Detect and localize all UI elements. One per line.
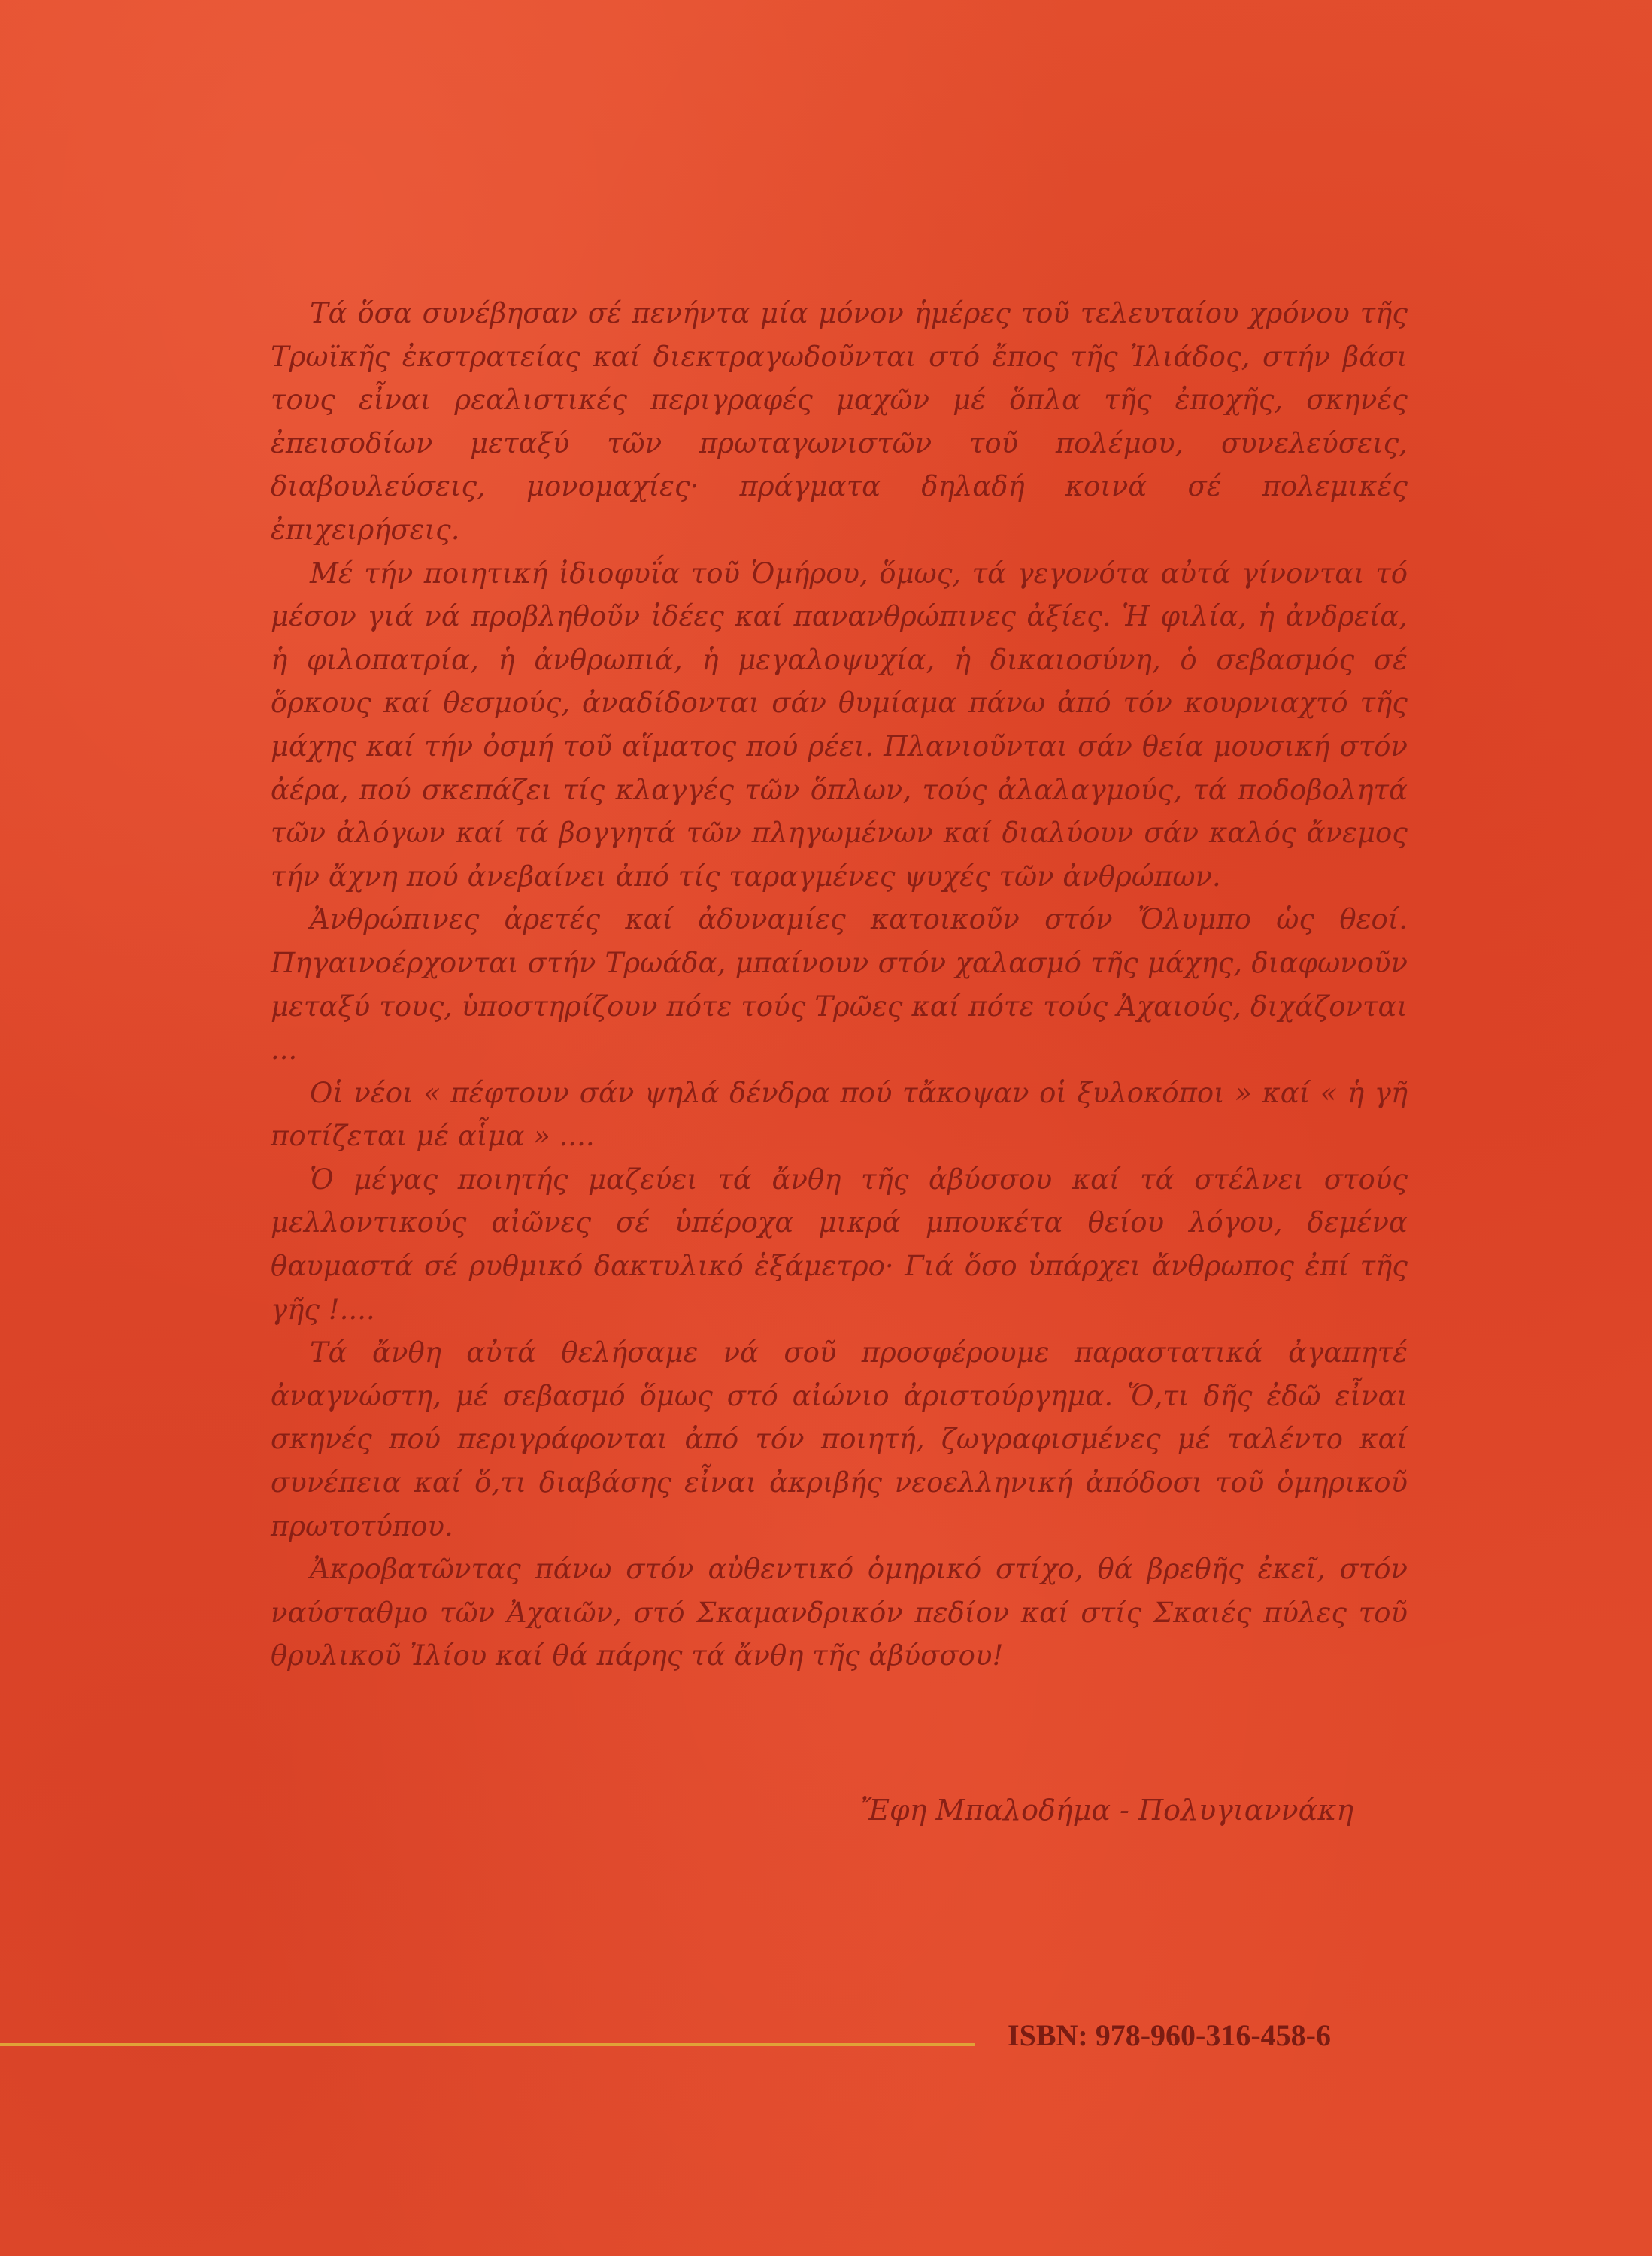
blurb-text	[271, 292, 1408, 1678]
paragraph-4: Οἱ νέοι « πέφτουν σάν ψηλά δένδρα πού τἄκοψαν οἱ ξυλοκόποι » καί « ἡ γῆ ποτίζεται μέ αἷμα » ....	[271, 1076, 1408, 1153]
paragraph-5: Ὁ μέγας ποιητής μαζεύει τά ἄνθη τῆς ἀβύσσου καί τά στέλνει στούς μελλοντικούς αἰῶνες σέ ὑπέροχα μικρά μπουκέτα θείου λόγου, δεμένα θαυμαστά σέ ρυθμικό δακτυλικό ἑξάμετρο· Γιά ὅσο ὑπάρχει ἄνθρωπος ἐπί τῆς γῆς !....	[271, 1163, 1408, 1326]
author-signature: Ἔφη Μπαλοδήμα - Πολυγιαννάκη	[860, 1794, 1353, 1827]
paragraph-3: Ἀνθρώπινες ἀρετές καί ἀδυναμίες κατοικοῦν στόν Ὄλυμπο ὡς θεοί. Πηγαινοέρχονται στήν Τρωάδα, μπαίνουν στόν χαλασμό τῆς μάχης, διαφωνοῦν μεταξύ τους, ὑποστηρίζουν πότε τούς Τρῶες καί πότε τούς Ἀχαιούς, διχάζονται ...	[271, 903, 1408, 1066]
isbn-label: ISBN: 978-960-316-458-6	[1008, 2018, 1331, 2052]
paragraph-6: Τά ἄνθη αὐτά θελήσαμε νά σοῦ προσφέρουμε παραστατικά ἀγαπητέ ἀναγνώστη, μέ σεβασμό ὅμως στό αἰώνιο ἀριστούργημα. Ὅ,τι δῆς ἐδῶ εἶναι σκηνές πού περιγράφονται ἀπό τόν ποιητή, ζωγραφισμένες μέ ταλέντο καί συνέπεια καί ὅ,τι διαβάσης εἶναι ἀκριβής νεοελληνική ἀπόδοσι τοῦ ὁμηρικοῦ πρωτοτύπου.	[271, 1336, 1408, 1542]
paragraph-7: Ἀκροβατῶντας πάνω στόν αὐθεντικό ὁμηρικό στίχο, θά βρεθῆς ἐκεῖ, στόν ναύσταθμο τῶν Ἀχαιῶν, στό Σκαμανδρικόν πεδίον καί στίς Σκαιές πύλες τοῦ θρυλικοῦ Ἰλίου καί θά πάρης τά ἄνθη τῆς ἀβύσσου!	[271, 1553, 1408, 1672]
paragraph-2: Μέ τήν ποιητική ἰδιοφυΐα τοῦ Ὁμήρου, ὅμως, τά γεγονότα αὐτά γίνονται τό μέσον γιά νά προβληθοῦν ἰδέες καί πανανθρώπινες ἀξίες. Ἡ φιλία, ἡ ἀνδρεία, ἡ φιλοπατρία, ἡ ἀνθρωπιά, ἡ μεγαλοψυχία, ἡ δικαιοσύνη, ὁ σεβασμός σέ ὅρκους καί θεσμούς, ἀναδίδονται σάν θυμίαμα πάνω ἀπό τόν κουρνιαχτό τῆς μάχης καί τήν ὀσμή τοῦ αἵματος πού ρέει. Πλανιοῦνται σάν θεία μουσική στόν ἀέρα, πού σκεπάζει τίς κλαγγές τῶν ὅπλων, τούς ἀλαλαγμούς, τά ποδοβολητά τῶν ἀλόγων καί τά βογγητά τῶν πληγωμένων καί διαλύουν σάν καλός ἄνεμος τήν ἄχνη πού ἀνεβαίνει ἀπό τίς ταραγμένες ψυχές τῶν ἀνθρώπων.	[271, 556, 1408, 893]
paragraph-1: Τά ὅσα συνέβησαν σέ πενήντα μία μόνον ἡμέρες τοῦ τελευταίου χρόνου τῆς Τρωϊκῆς ἐκστρατείας καί διεκτραγωδοῦνται στό ἔπος τῆς Ἰλιάδος, στήν βάσι τους εἶναι ρεαλιστικές περιγραφές μαχῶν μέ ὅπλα τῆς ἐποχῆς, σκηνές ἐπεισοδίων μεταξύ τῶν πρωταγωνιστῶν τοῦ πολέμου, συνελεύσεις, διαβουλεύσεις, μονομαχίες· πράγματα δηλαδή κοινά σέ πολεμικές ἐπιχειρήσεις.	[271, 297, 1408, 546]
divider-rule	[0, 2043, 975, 2046]
